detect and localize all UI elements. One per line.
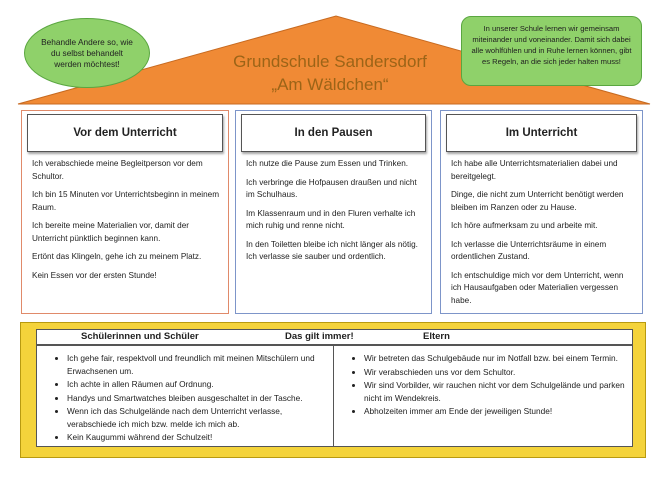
parents-rule-list xyxy=(334,352,632,418)
rule-list xyxy=(236,152,431,264)
column-in-class xyxy=(440,110,643,314)
parents-label: Eltern xyxy=(423,331,450,342)
rule-item: Ich höre aufmerksam zu und arbeite mit. xyxy=(451,221,598,230)
column-heading: Vor dem Unterricht xyxy=(27,114,223,152)
rule-item: Ich verlasse die Unterrichtsräume in einem ordentlichen Zustand. xyxy=(451,239,607,261)
rule-item: Ich bin 15 Minuten vor Unterrichtsbeginn in meinem Raum. xyxy=(32,190,220,212)
motto-text: Behandle Andere so, wie du selbst behandelt werden möchtest! xyxy=(41,36,133,69)
rule-list xyxy=(22,152,228,282)
list-item: • Wir betreten das Schulgebäude nur im Notfall bzw. bei einem Termin. xyxy=(364,352,632,365)
always-rules-band xyxy=(20,322,646,458)
school-subtitle: „Am Wäldchen“ xyxy=(271,75,389,94)
rule-item: Ich bereite meine Materialien vor, damit der Unterricht pünktlich beginnen kann. xyxy=(32,221,190,243)
rule-item: Ich entschuldige mich vor dem Unterricht, wenn ich Hausaufgaben oder Materialien vergessen habe. xyxy=(451,270,624,305)
list-item: • Wir verabschieden uns vor dem Schultor. xyxy=(364,366,632,379)
rule-item: Kein Essen vor der ersten Stunde! xyxy=(32,270,157,280)
list-item: • Kein Kaugummi während der Schulzeit! xyxy=(67,431,333,444)
list-item: • Ich achte in allen Räumen auf Ordnung. xyxy=(67,378,333,391)
list-item: • Handys und Smartwatches bleiben ausgeschaltet in der Tasche. xyxy=(67,392,333,405)
parents-panel xyxy=(333,345,633,447)
always-label: Das gilt immer! xyxy=(285,331,354,342)
column-heading: Im Unterricht xyxy=(446,114,637,152)
rule-list xyxy=(441,152,642,307)
school-title xyxy=(150,50,510,96)
column-before-class xyxy=(21,110,229,314)
rule-item: Dinge, die nicht zum Unterricht benötigt werden bleiben im Ranzen oder zu Hause. xyxy=(451,190,624,212)
list-item: • Wir sind Vorbilder, wir rauchen nicht vor dem Schulgelände und parken nicht im Wendekreis. xyxy=(364,379,632,404)
students-rule-list xyxy=(37,352,333,444)
rule-item: Ich verbringe die Hofpausen draußen und nicht im Schulhaus. xyxy=(246,177,417,199)
column-breaks xyxy=(235,110,432,314)
rule-item: Ertönt das Klingeln, gehe ich zu meinem Platz. xyxy=(32,252,202,261)
column-heading: In den Pausen xyxy=(241,114,426,152)
students-label: Schülerinnen und Schüler xyxy=(81,331,199,342)
school-name: Grundschule Sandersdorf xyxy=(233,52,427,71)
rule-item: In den Toiletten bleibe ich nicht länger als nötig. Ich verlasse sie sauber und ordentlich. xyxy=(246,239,418,261)
list-item: • Wenn ich das Schulgelände nach dem Unterricht verlasse, verabschiede ich mich bzw. melde ich mich ab. xyxy=(67,405,333,430)
motto-bubble xyxy=(24,18,150,88)
list-item: • Abholzeiten immer am Ende der jeweiligen Stunde! xyxy=(364,405,632,418)
rule-item: Ich habe alle Unterrichtsmaterialien dabei und bereitgelegt. xyxy=(451,159,618,181)
students-panel xyxy=(36,345,334,447)
intro-note: In unserer Schule lernen wir gemeinsam miteinander und voneinander. Damit sich dabei alle wohlfühlen und in Ruhe lernen können, gibt es Regeln, an die sich jeder halten muss! xyxy=(461,16,642,86)
always-header-bar xyxy=(36,329,633,345)
rule-item: Im Klassenraum und in den Fluren verhalte ich mich ruhig und renne nicht. xyxy=(246,208,416,230)
rule-item: Ich nutze die Pause zum Essen und Trinken. xyxy=(246,159,409,168)
rule-item: Ich verabschiede meine Begleitperson vor dem Schultor. xyxy=(32,159,203,181)
list-item: • Ich gehe fair, respektvoll und freundlich mit meinen Mitschülern und Erwachsenen um. xyxy=(67,352,333,377)
